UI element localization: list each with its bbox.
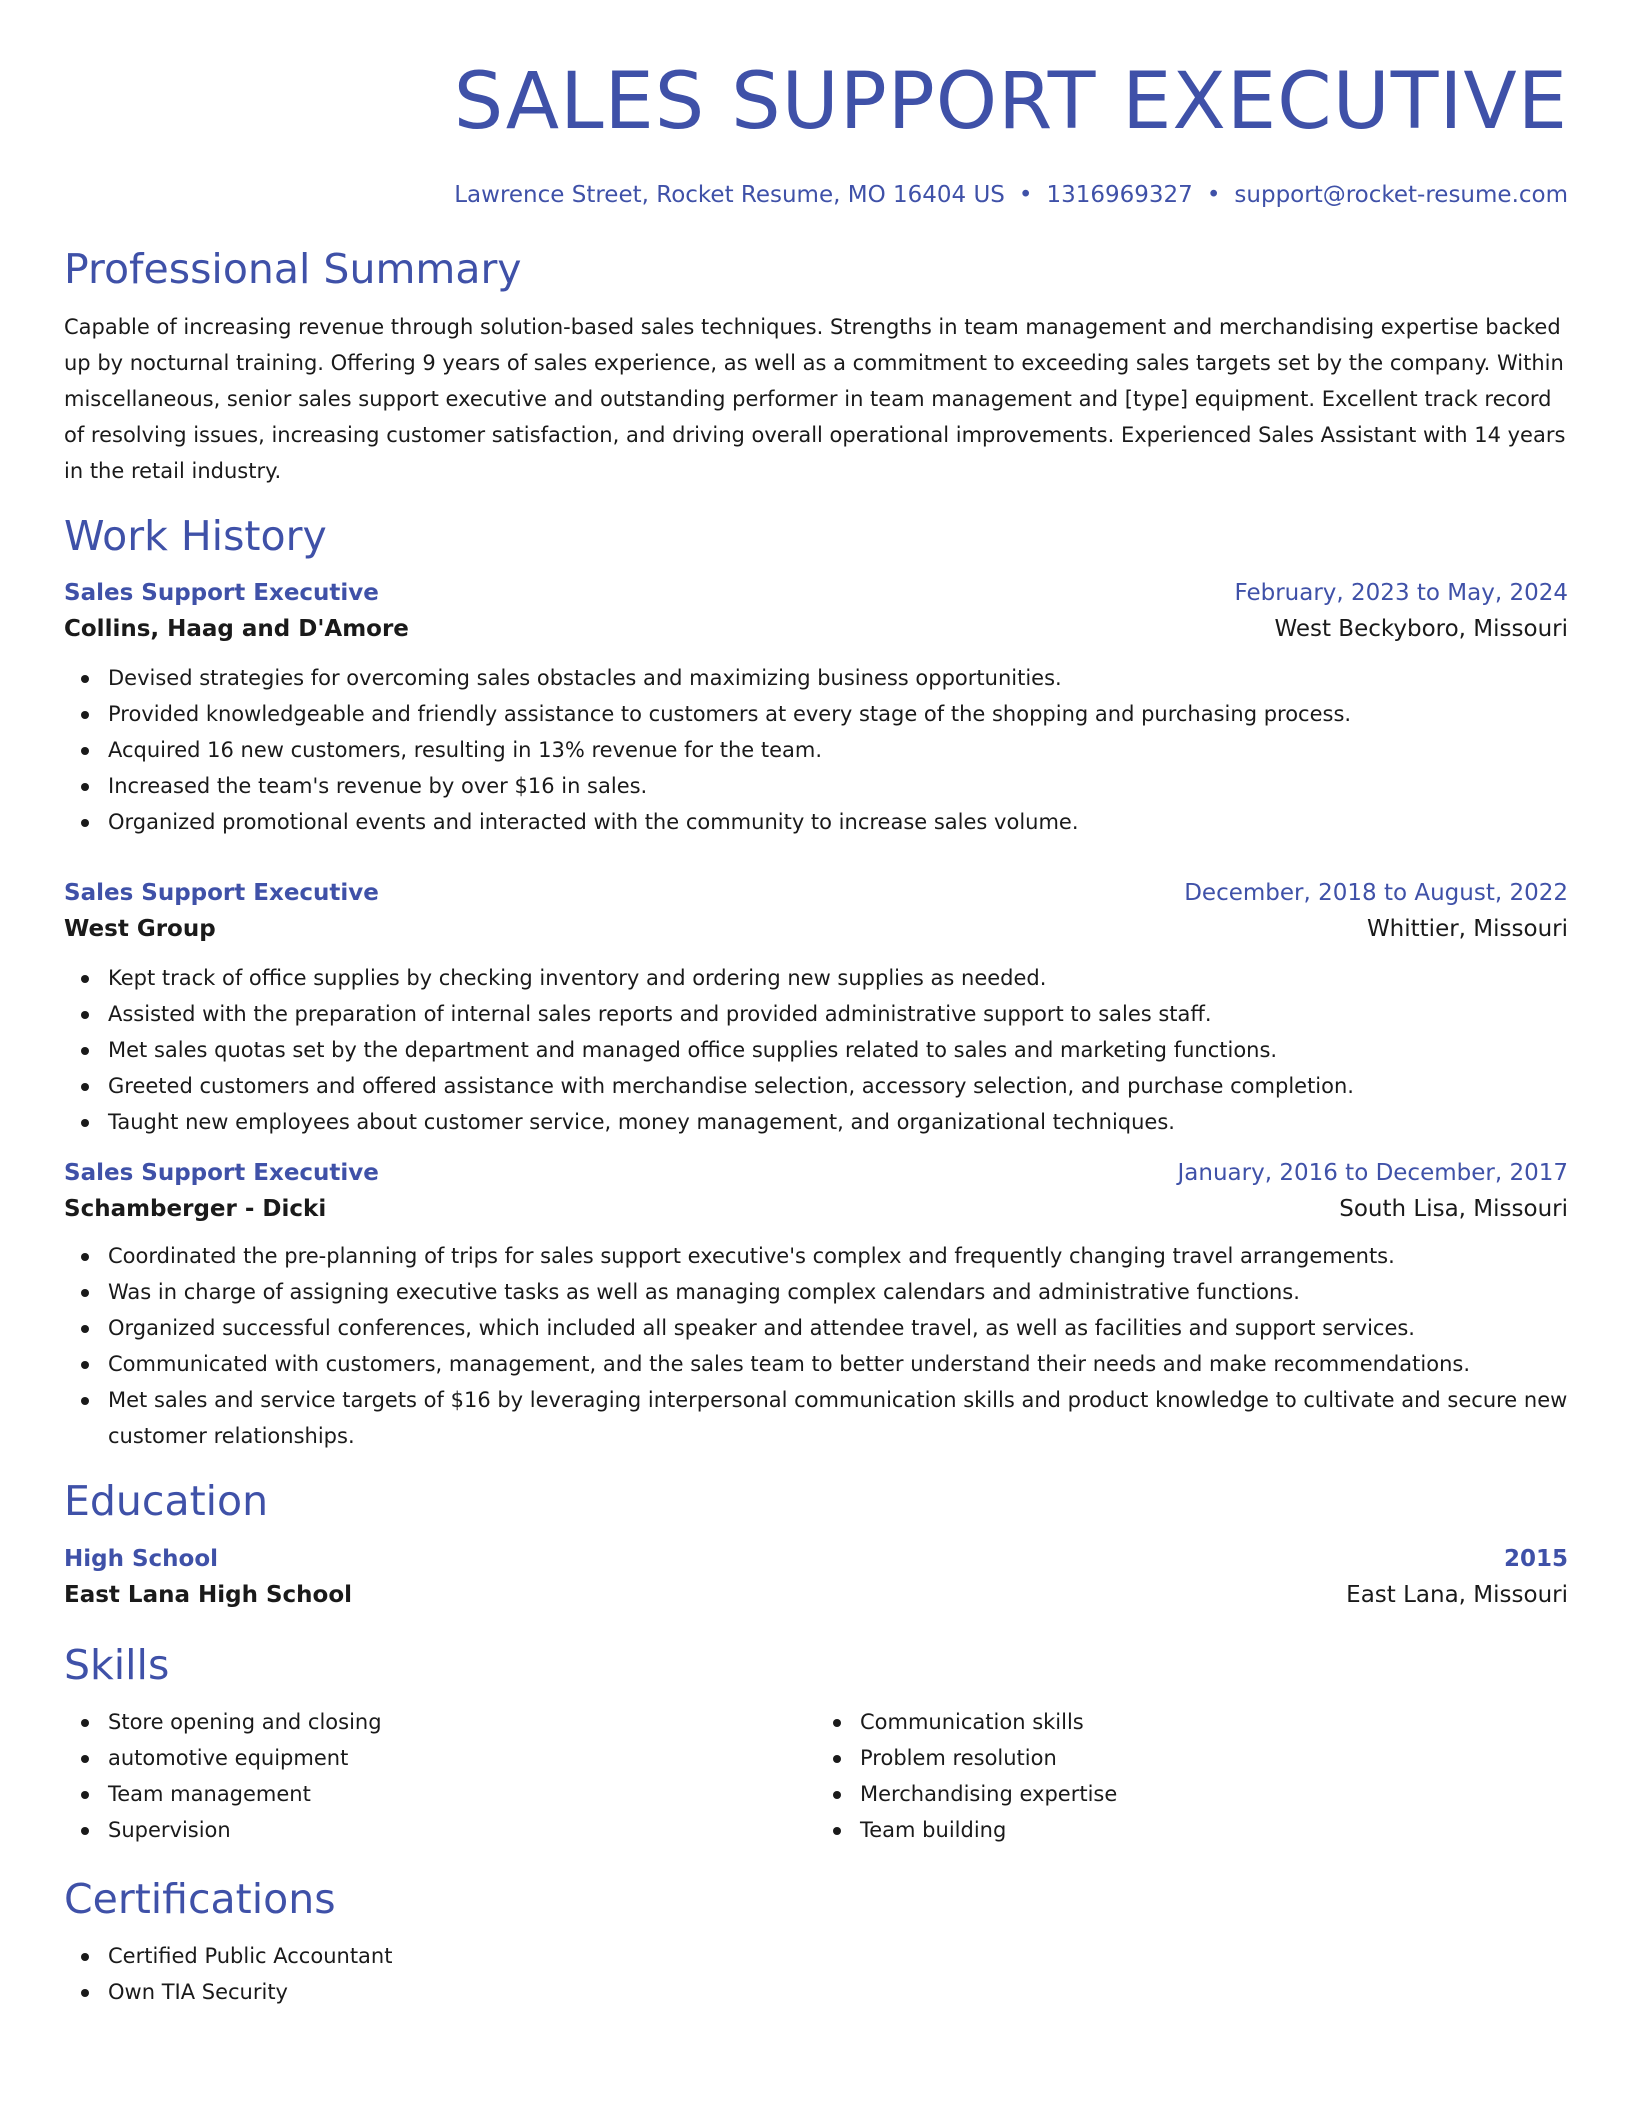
summary-heading: Professional Summary xyxy=(64,245,522,293)
skill-item: Problem resolution xyxy=(860,1740,1568,1776)
list-item: Met sales and service targets of $16 by leveraging interpersonal communication skills and product knowledge to cultivate and secure new customer relationships. xyxy=(108,1382,1568,1454)
separator-dot: • xyxy=(1206,182,1221,208)
skills-grid xyxy=(64,1704,1568,1848)
skill-item: Communication skills xyxy=(860,1704,1568,1740)
candidate-name: SALES SUPPORT EXECUTIVE xyxy=(453,57,1568,147)
skill-item: Team building xyxy=(860,1812,1568,1848)
school-name: East Lana High School xyxy=(64,1582,353,1608)
job-dates: February, 2023 to May, 2024 xyxy=(1234,580,1568,606)
job-entry xyxy=(64,576,1568,840)
job-subheader xyxy=(64,610,1568,648)
job-dates: December, 2018 to August, 2022 xyxy=(1184,880,1568,906)
job-header xyxy=(64,876,1568,910)
skill-item: Store opening and closing xyxy=(108,1704,816,1740)
education-heading: Education xyxy=(64,1477,269,1525)
list-item: Taught new employees about customer service, money management, and organizational techniques. xyxy=(108,1104,1568,1140)
address-text: Lawrence Street, Rocket Resume, MO 16404 US xyxy=(454,182,1005,208)
list-item: Communicated with customers, management, and the sales team to better understand their needs and make recommendations. xyxy=(108,1346,1568,1382)
job-title: Sales Support Executive xyxy=(64,1160,379,1186)
job-bullets xyxy=(64,1238,1568,1454)
job-header xyxy=(64,1156,1568,1190)
list-item: Met sales quotas set by the department and managed office supplies related to sales and marketing functions. xyxy=(108,1032,1568,1068)
list-item: Kept track of office supplies by checking inventory and ordering new supplies as needed. xyxy=(108,960,1568,996)
email-link[interactable]: support@rocket-resume.com xyxy=(1234,182,1568,208)
list-item: Increased the team's revenue by over $16 in sales. xyxy=(108,768,1568,804)
job-bullets xyxy=(64,960,1568,1140)
list-item: Assisted with the preparation of internal sales reports and provided administrative support to sales staff. xyxy=(108,996,1568,1032)
list-item: Greeted customers and offered assistance with merchandise selection, accessory selection, and purchase completion. xyxy=(108,1068,1568,1104)
skills-column-right xyxy=(816,1704,1568,1848)
phone-text: 1316969327 xyxy=(1046,182,1193,208)
list-item: Acquired 16 new customers, resulting in 13% revenue for the team. xyxy=(108,732,1568,768)
company-name: Schamberger - Dicki xyxy=(64,1196,327,1222)
list-item: Was in charge of assigning executive tasks as well as managing complex calendars and administrative functions. xyxy=(108,1274,1568,1310)
list-item: Devised strategies for overcoming sales obstacles and maximizing business opportunities. xyxy=(108,660,1568,696)
skills-column-left xyxy=(64,1704,816,1848)
graduation-year: 2015 xyxy=(1503,1546,1568,1572)
certifications-list xyxy=(64,1938,1568,2010)
job-bullets xyxy=(64,660,1568,840)
company-name: Collins, Haag and D'Amore xyxy=(64,616,409,642)
company-name: West Group xyxy=(64,916,216,942)
skill-item: automotive equipment xyxy=(108,1740,816,1776)
education-subheader xyxy=(64,1576,1568,1614)
degree: High School xyxy=(64,1546,219,1572)
skill-item: Team management xyxy=(108,1776,816,1812)
job-location: South Lisa, Missouri xyxy=(1339,1196,1568,1222)
skill-item: Merchandising expertise xyxy=(860,1776,1568,1812)
certification-item: Certified Public Accountant xyxy=(108,1938,1568,1974)
work-history-heading: Work History xyxy=(64,512,327,560)
job-subheader xyxy=(64,1190,1568,1228)
skills-heading: Skills xyxy=(64,1641,170,1689)
certifications-heading: Certifications xyxy=(64,1875,336,1923)
job-dates: January, 2016 to December, 2017 xyxy=(1177,1160,1568,1186)
list-item: Coordinated the pre-planning of trips for sales support executive's complex and frequently changing travel arrangements. xyxy=(108,1238,1568,1274)
education-entry xyxy=(64,1542,1568,1614)
job-entry xyxy=(64,1156,1568,1454)
job-header xyxy=(64,576,1568,610)
job-location: Whittier, Missouri xyxy=(1366,916,1568,942)
list-item: Organized successful conferences, which included all speaker and attendee travel, as well as facilities and support services. xyxy=(108,1310,1568,1346)
contact-line xyxy=(64,179,1568,211)
list-item: Provided knowledgeable and friendly assistance to customers at every stage of the shopping and purchasing process. xyxy=(108,696,1568,732)
job-location: West Beckyboro, Missouri xyxy=(1274,616,1568,642)
list-item: Organized promotional events and interacted with the community to increase sales volume. xyxy=(108,804,1568,840)
separator-dot: • xyxy=(1018,182,1033,208)
certification-item: Own TIA Security xyxy=(108,1974,1568,2010)
job-subheader xyxy=(64,910,1568,948)
skill-item: Supervision xyxy=(108,1812,816,1848)
job-title: Sales Support Executive xyxy=(64,580,379,606)
school-location: East Lana, Missouri xyxy=(1346,1582,1568,1608)
job-entry xyxy=(64,876,1568,1140)
job-title: Sales Support Executive xyxy=(64,880,379,906)
education-header xyxy=(64,1542,1568,1576)
summary-text: Capable of increasing revenue through solution-based sales techniques. Strengths in team management and merchandising expertise backed up by nocturnal training. Offering 9 years of sales experience, as well as a commitment to exceeding sales targets set by the company. Within miscellaneous, senior sales support executive and outstanding performer in team management and [type] equipment. Excellent track record of resolving issues, increasing customer satisfaction, and driving overall operational improvements. Experienced Sales Assistant with 14 years in the retail industry. xyxy=(64,315,1566,483)
